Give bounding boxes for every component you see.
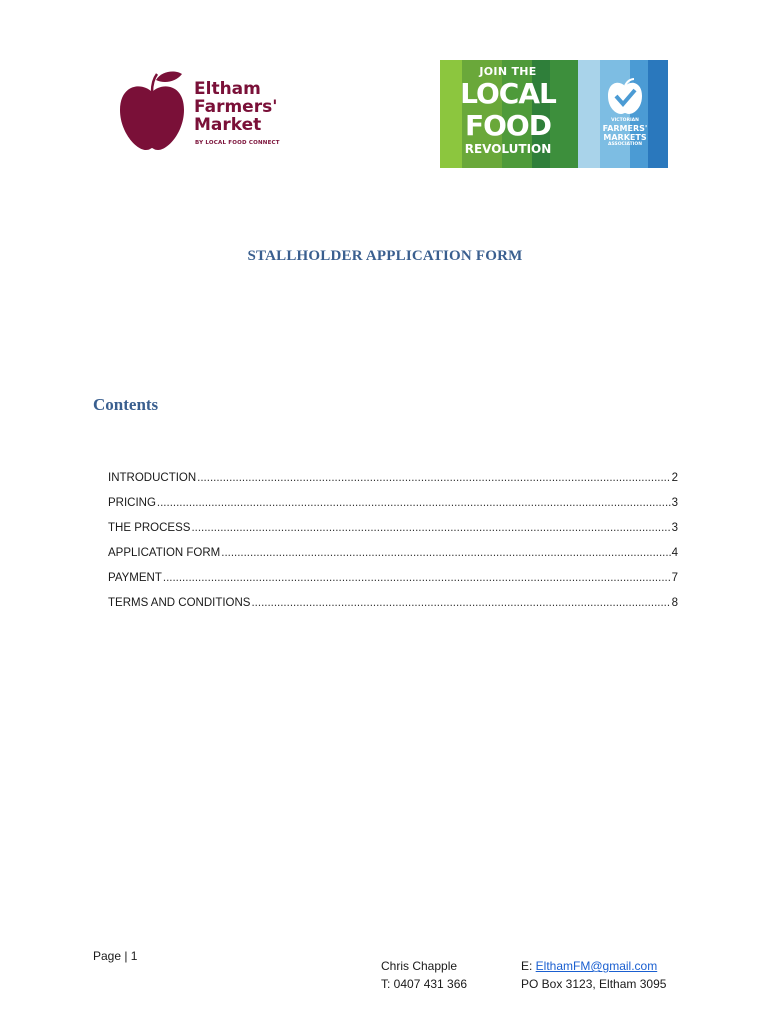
toc-entry-label: APPLICATION FORM [108, 547, 221, 559]
slogan-line1: JOIN THE [479, 65, 537, 78]
toc-leader-dots [157, 497, 671, 509]
revolution-slogan [460, 65, 556, 156]
eltham-logo-line2: Farmers' [194, 97, 278, 117]
toc-entry-terms-and-conditions[interactable] [108, 597, 678, 622]
document-title: STALLHOLDER APPLICATION FORM [247, 248, 523, 264]
postal-address: PO Box 3123, Eltham 3095 [521, 977, 667, 991]
toc-entry-label: TERMS AND CONDITIONS [108, 597, 251, 609]
toc-entry-pricing[interactable] [108, 497, 678, 522]
toc-entry-page: 4 [671, 547, 678, 559]
vfma-small-top: VICTORIAN [611, 118, 639, 123]
toc-entry-introduction[interactable] [108, 472, 678, 497]
toc-entry-label: INTRODUCTION [108, 472, 197, 484]
local-food-revolution-logo [440, 60, 668, 168]
table-of-contents [108, 472, 678, 622]
toc-entry-page: 3 [671, 497, 678, 509]
toc-leader-dots [163, 572, 671, 584]
vfma-small-bottom: ASSOCIATION [607, 142, 643, 147]
toc-entry-application-form[interactable] [108, 547, 678, 572]
contact-email-line [521, 957, 666, 975]
toc-leader-dots [221, 547, 670, 559]
footer-contact [381, 957, 467, 993]
contact-name: Chris Chapple [381, 959, 458, 973]
slogan-line4: REVOLUTION [464, 142, 552, 156]
eltham-logo-text [194, 80, 277, 134]
contents-heading: Contents [93, 395, 159, 414]
toc-entry-page: 7 [671, 572, 678, 584]
toc-entry-payment[interactable] [108, 572, 678, 597]
toc-entry-page: 2 [671, 472, 678, 484]
toc-entry-page: 8 [671, 597, 678, 609]
page-number: Page | 1 [93, 949, 138, 963]
vfma-line2: MARKETS [603, 133, 647, 142]
toc-leader-dots [191, 522, 670, 534]
eltham-logo-line3: Market [194, 115, 262, 135]
toc-entry-label: PAYMENT [108, 572, 162, 584]
slogan-line2: LOCAL [460, 77, 556, 110]
email-prefix: E: [521, 959, 536, 973]
eltham-logo-subtitle: BY LOCAL FOOD CONNECT [195, 140, 280, 146]
eltham-farmers-market-logo [116, 70, 286, 155]
slogan-line3: FOOD [465, 109, 551, 142]
toc-entry-the-process[interactable] [108, 522, 678, 547]
vfma-line1: FARMERS' [602, 124, 648, 133]
contact-phone: T: 0407 431 366 [381, 977, 468, 991]
toc-entry-page: 3 [671, 522, 678, 534]
vfma-apple-check-icon [606, 78, 644, 116]
toc-leader-dots [251, 597, 670, 609]
email-link[interactable]: ElthamFM@gmail.com [535, 959, 658, 973]
vfma-logo-text [590, 118, 660, 148]
eltham-logo-line1: Eltham [194, 79, 261, 99]
toc-entry-label: THE PROCESS [108, 522, 191, 534]
toc-entry-label: PRICING [108, 497, 156, 509]
footer-address [521, 957, 666, 993]
toc-leader-dots [197, 472, 670, 484]
apple-icon [116, 70, 188, 152]
